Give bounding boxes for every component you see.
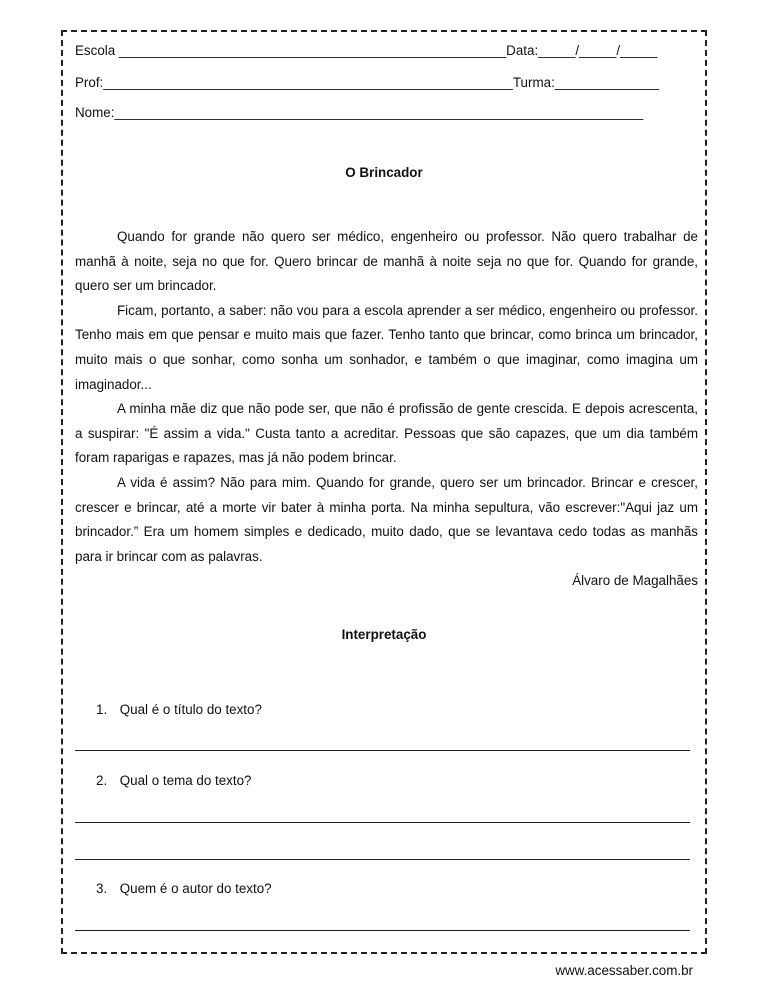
student-name-field[interactable]: Nome:_______________________________________________________________________	[75, 105, 644, 120]
interpretation-title: Interpretação	[341, 627, 427, 642]
question-text: Qual o tema do texto?	[119, 773, 252, 788]
answer-line-4[interactable]	[75, 930, 690, 931]
question-number: 1.	[96, 702, 108, 717]
school-date-field[interactable]: Escola ____________________________________________________Data:_____/_____/_____	[75, 43, 658, 58]
story-paragraph-1: Quando for grande não quero ser médico, engenheiro ou professor. Não quero trabalhar de manhã à noite, seja no que for. Quero brincar de manhã à noite seja no que for. Quando for grande, quero ser um brincador.	[75, 229, 698, 294]
text-title: O Brincador	[345, 165, 423, 180]
story-paragraph-2: Ficam, portanto, a saber: não vou para a escola aprender a ser médico, engenheiro ou professor. Tenho mais em que pensar e muito mais que fazer. Tenho tanto que brincar, como brinca um brincador, muito mais o que sonhar, como sonha um sonhador, e também o que imaginar, como imagina um imaginador...	[75, 302, 698, 392]
question-number: 2.	[96, 773, 108, 788]
answer-line-1[interactable]	[75, 750, 690, 751]
story-author: Álvaro de Magalhães	[572, 573, 698, 589]
question-1	[96, 702, 262, 717]
teacher-class-field[interactable]: Prof:_______________________________________________________Turma:______________	[75, 75, 660, 90]
question-2	[96, 773, 252, 788]
story-paragraph-3: A minha mãe diz que não pode ser, que não é profissão de gente crescida. E depois acrescenta, a suspirar: "É assim a vida." Custa tanto a acreditar. Pessoas que são capazes, que um dia também foram raparigas e rapazes, mas já não podem brincar.	[75, 401, 698, 466]
footer-site: www.acessaber.com.br	[555, 963, 693, 978]
question-number: 3.	[96, 881, 108, 896]
question-text: Qual é o título do texto?	[119, 702, 262, 717]
answer-line-2[interactable]	[75, 822, 690, 823]
story-body	[75, 225, 698, 594]
story-paragraph-4: A vida é assim? Não para mim. Quando for grande, quero ser um brincador. Brincar e crescer, crescer e brincar, até a morte vir bater à minha porta. Na minha sepultura, vão escrever:"Aqui jaz um brincador.” Era um homem simples e dedicado, muito dado, que se levantava cedo todas as manhãs para ir brincar com as palavras.	[75, 474, 698, 564]
question-3	[96, 881, 272, 896]
answer-line-3[interactable]	[75, 859, 690, 860]
question-text: Quem é o autor do texto?	[119, 881, 272, 896]
